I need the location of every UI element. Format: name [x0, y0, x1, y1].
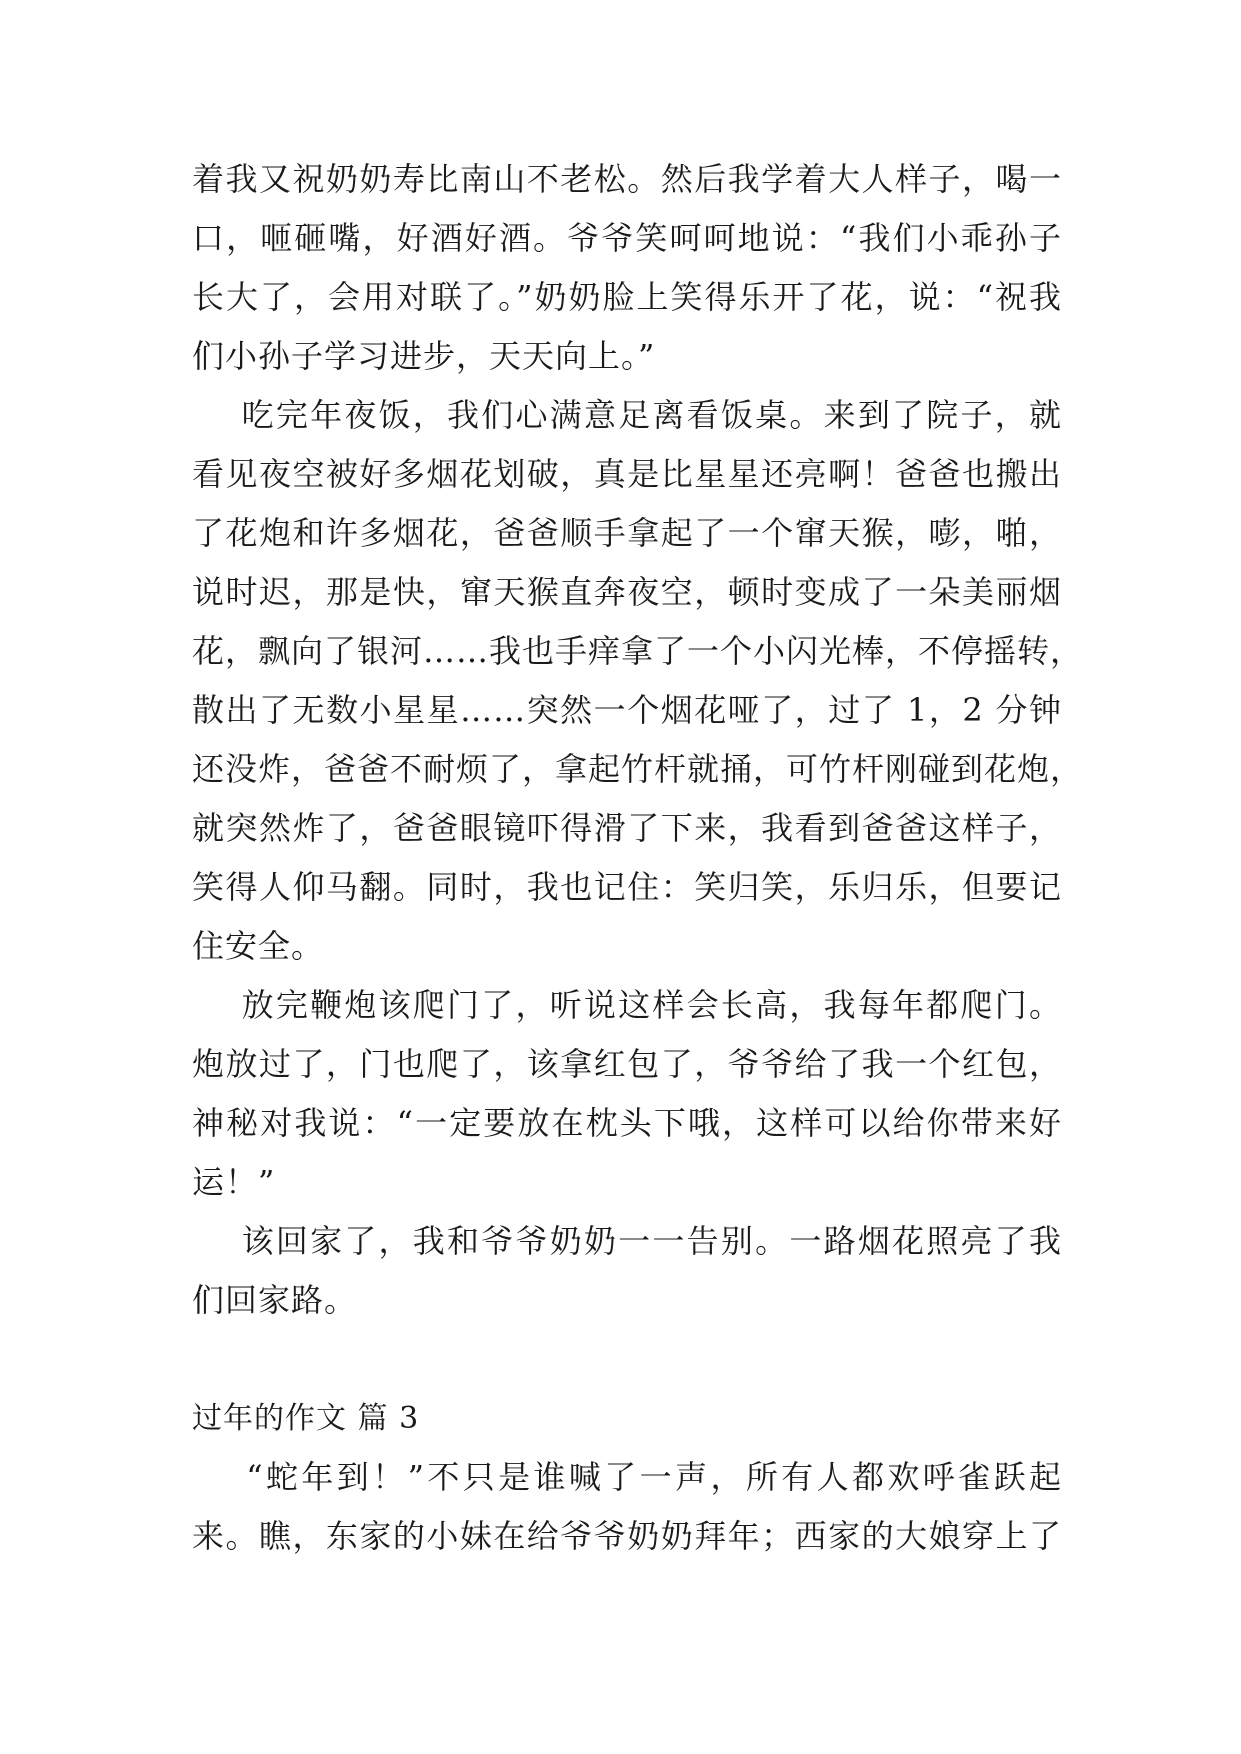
section-spacer	[192, 1330, 1062, 1389]
text-line: 就突然炸了，爸爸眼镜吓得滑了下来，我看到爸爸这样子，	[192, 809, 1062, 847]
text-line: “蛇年到！”不只是谁喊了一声，所有人都欢呼雀跃起	[192, 1458, 1062, 1496]
text-line: 着我又祝奶奶寿比南山不老松。然后我学着大人样子，喝一	[192, 160, 1062, 198]
section-paragraph	[192, 1448, 1062, 1566]
text-line: 神秘对我说：“一定要放在枕头下哦，这样可以给你带来好	[192, 1104, 1062, 1142]
text-line: 住安全。	[192, 927, 325, 965]
text-line: 还没炸，爸爸不耐烦了，拿起竹杆就捅，可竹杆刚碰到花炮，	[192, 750, 1084, 788]
text-line: 看见夜空被好多烟花划破，真是比星星还亮啊！爸爸也搬出	[192, 455, 1062, 493]
paragraph-4	[192, 1212, 1062, 1330]
paragraph-1	[192, 150, 1062, 386]
text-line: 运！”	[192, 1163, 276, 1201]
text-line: 花，飘向了银河……我也手痒拿了一个小闪光棒，不停摇转，	[192, 632, 1084, 670]
text-line: 炮放过了，门也爬了，该拿红包了，爷爷给了我一个红包，	[192, 1045, 1062, 1083]
section-heading: 过年的作文 篇 3	[192, 1401, 420, 1436]
paragraph-2	[192, 386, 1084, 976]
text-line: 吃完年夜饭，我们心满意足离看饭桌。来到了院子，就	[192, 396, 1062, 434]
text-line: 放完鞭炮该爬门了，听说这样会长高，我每年都爬门。	[192, 986, 1062, 1024]
document-page	[192, 150, 1084, 1566]
text-line: 说时迟，那是快，窜天猴直奔夜空，顿时变成了一朵美丽烟	[192, 573, 1062, 611]
paragraph-3	[192, 976, 1062, 1212]
text-line: 笑得人仰马翻。同时，我也记住：笑归笑，乐归乐，但要记	[192, 868, 1062, 906]
text-line: 们小孙子学习进步，天天向上。”	[192, 337, 656, 375]
text-line: 们回家路。	[192, 1281, 358, 1319]
text-line: 了花炮和许多烟花，爸爸顺手拿起了一个窜天猴，嘭，啪，	[192, 514, 1062, 552]
text-line: 散出了无数小星星……突然一个烟花哑了，过了 1，2 分钟	[192, 691, 1062, 729]
text-line: 口，咂砸嘴，好酒好酒。爷爷笑呵呵地说：“我们小乖孙子	[192, 219, 1062, 257]
text-line: 该回家了，我和爷爷奶奶一一告别。一路烟花照亮了我	[192, 1222, 1062, 1260]
text-line: 长大了，会用对联了。”奶奶脸上笑得乐开了花，说：“祝我	[192, 278, 1062, 316]
text-line: 来。瞧，东家的小妹在给爷爷奶奶拜年；西家的大娘穿上了	[192, 1517, 1062, 1555]
